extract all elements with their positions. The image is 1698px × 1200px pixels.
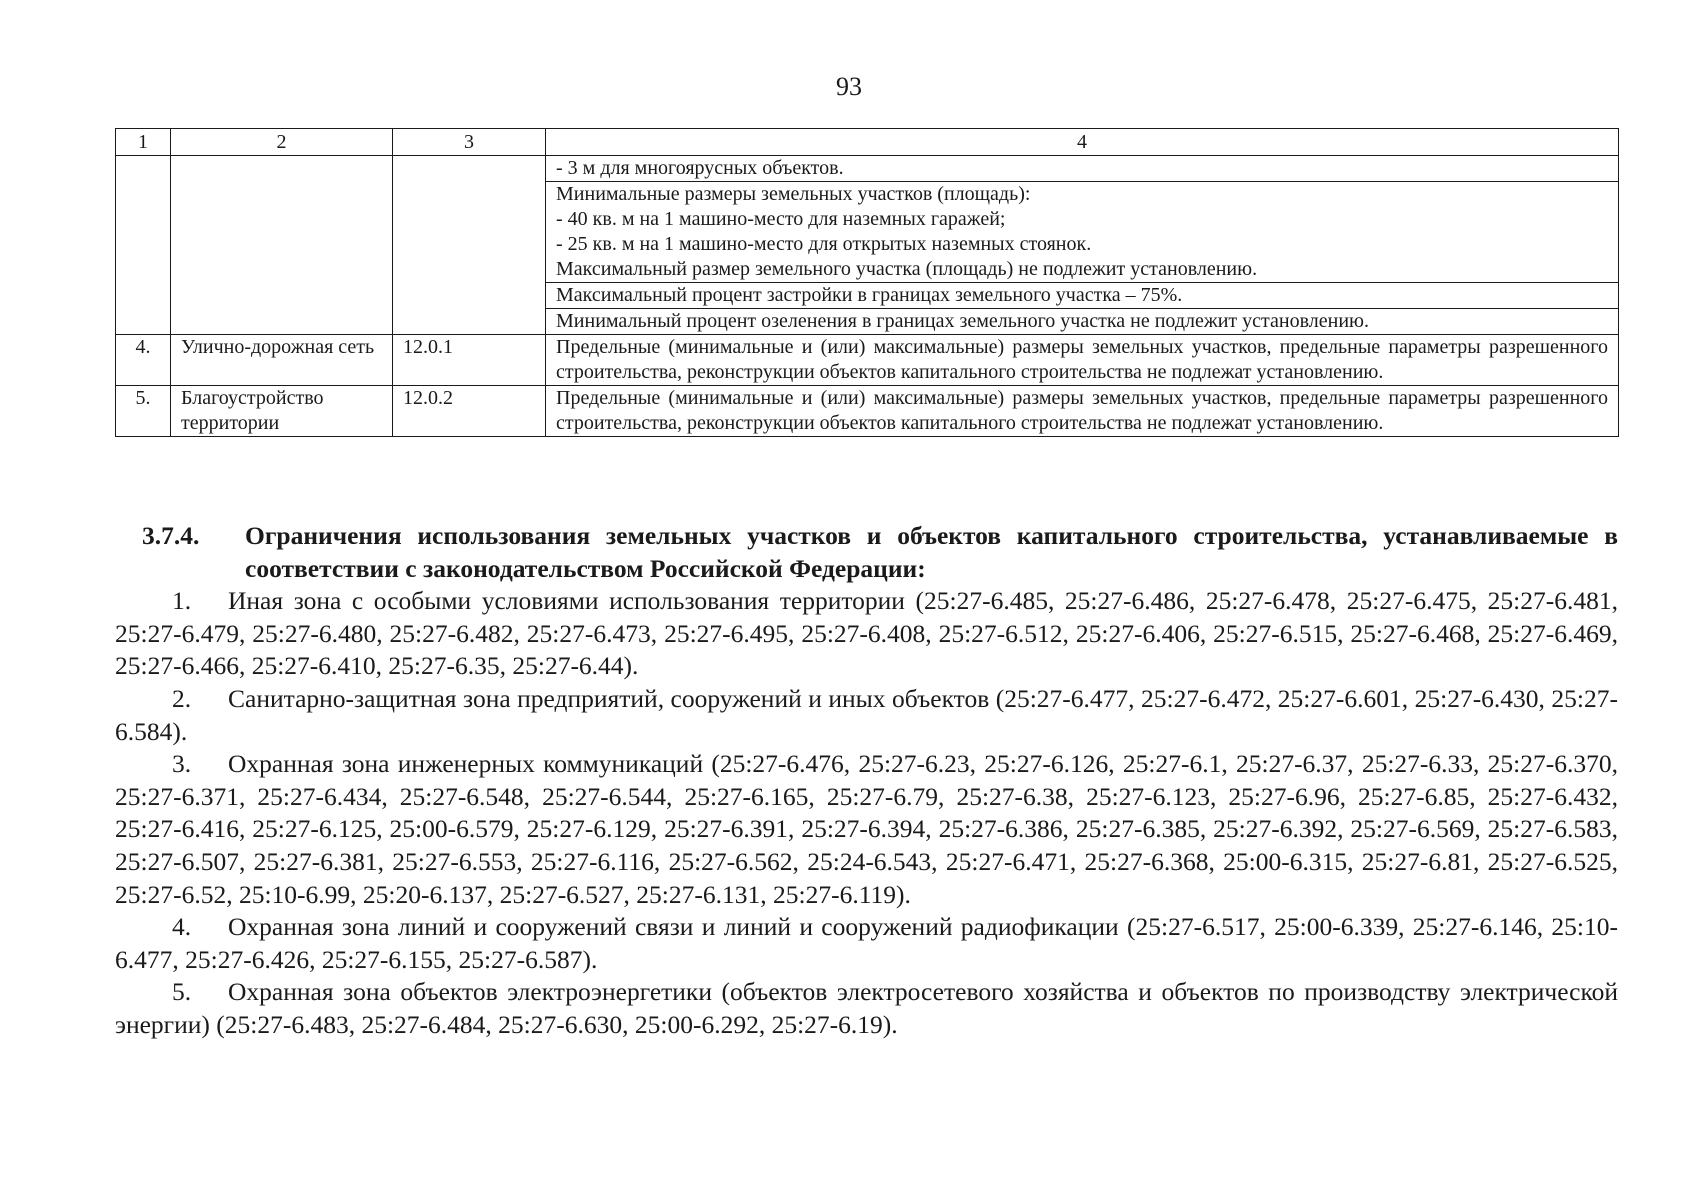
column-header: 2 [171,129,393,156]
item-number: 1. [172,586,192,616]
table-cell [546,283,1619,309]
table-cell [546,156,1619,182]
column-header: 3 [393,129,546,156]
row-number: 4. [116,335,171,386]
item-text: Охранная зона линий и сооружений связи и линий и сооружений радиофикации (25:27-6.517, 25:00-6.339, 25:27-6.146, 25:10-6.477, 25:27-6.426, 25:27-6.155, 25:27-6.587). [115,912,1618,974]
table-row [116,386,1619,437]
use-parameters: Предельные (минимальные и (или) максимальные) размеры земельных участков, предельные параметры разрешенного строительства, реконструкции объектов капитального строительства не подлежат установлению. [546,335,1619,386]
row-number: 5. [116,386,171,437]
cell-text: - 40 кв. м на 1 машино-место для наземных гаражей; [556,208,1006,230]
item-number: 3. [172,749,192,779]
list-item [115,976,1618,1041]
item-number: 5. [172,977,192,1007]
use-name: Благоустройство территории [171,386,393,437]
item-number: 2. [172,683,192,713]
item-text: Охранная зона инженерных коммуникаций (25:27-6.476, 25:27-6.23, 25:27-6.126, 25:27-6.1, 25:27-6.37, 25:27-6.33, 25:27-6.370, 25:27-6.371, 25:27-6.434, 25:27-6.548, 25:27-6.544, 25:27-6.165, 25:27-6.79, 25:27-6.38, 25:27-6.123, 25:27-6.96, 25:27-6.85, 25:27-6.432, 25:27-6.416, 25:27-6.125, 25:00-6.579, 25:27-6.129, 25:27-6.391, 25:27-6.394, 25:27-6.386, 25:27-6.385, 25:27-6.392, 25:27-6.569, 25:27-6.583, 25:27-6.507, 25:27-6.381, 25:27-6.553, 25:27-6.116, 25:27-6.562, 25:24-6.543, 25:27-6.471, 25:27-6.368, 25:00-6.315, 25:27-6.81, 25:27-6.525, 25:27-6.52, 25:10-6.99, 25:20-6.137, 25:27-6.527, 25:27-6.131, 25:27-6.119). [115,749,1618,909]
table-row [116,156,1619,182]
section-number: 3.7.4. [142,521,200,550]
section-heading [115,520,1618,585]
item-text: Охранная зона объектов электроэнергетики (объектов электросетевого хозяйства и объектов по производству электрической энергии) (25:27-6.483, 25:27-6.484, 25:27-6.630, 25:00-6.292, 25:27-6.19). [115,977,1618,1039]
list-item [115,748,1618,911]
use-name: Улично-дорожная сеть [171,335,393,386]
table-cell [546,182,1619,283]
table-cell-empty [116,156,171,335]
cell-text: Минимальные размеры земельных участков (площадь): [556,183,1031,205]
list-item [115,911,1618,976]
parameters-table [115,128,1619,437]
page-number: 93 [836,72,862,101]
list-item [115,585,1618,683]
list-item [115,683,1618,748]
cell-text: Минимальный процент озеленения в границах земельного участка не подлежит установлению. [556,310,1369,332]
column-header: 4 [546,129,1619,156]
restrictions-section [115,520,1618,1042]
table-cell-empty [171,156,393,335]
use-parameters: Предельные (минимальные и (или) максимальные) размеры земельных участков, предельные параметры разрешенного строительства, реконструкции объектов капитального строительства не подлежат установлению. [546,386,1619,437]
table-header-row [116,129,1619,156]
table-row [116,335,1619,386]
column-header: 1 [116,129,171,156]
use-code: 12.0.1 [393,335,546,386]
cell-text: - 25 кв. м на 1 машино-место для открытых наземных стоянок. [556,233,1092,255]
use-code: 12.0.2 [393,386,546,437]
table-cell [546,309,1619,335]
cell-text: Максимальный размер земельного участка (площадь) не подлежит установлению. [556,258,1258,280]
cell-text: - 3 м для многоярусных объектов. [556,157,844,179]
item-text: Санитарно-защитная зона предприятий, сооружений и иных объектов (25:27-6.477, 25:27-6.472, 25:27-6.601, 25:27-6.430, 25:27-6.584). [115,683,1618,746]
cell-text: Максимальный процент застройки в границах земельного участка – 75%. [556,284,1183,306]
section-title: Ограничения использования земельных участков и объектов капитального строительства, устанавливаемые в соответствии с законодательством Российской Федерации: [245,521,1618,583]
item-number: 4. [172,912,192,942]
table-cell-empty [393,156,546,335]
item-text: Иная зона с особыми условиями использования территории (25:27-6.485, 25:27-6.486, 25:27-6.478, 25:27-6.475, 25:27-6.481, 25:27-6.479, 25:27-6.480, 25:27-6.482, 25:27-6.473, 25:27-6.495, 25:27-6.408, 25:27-6.512, 25:27-6.406, 25:27-6.515, 25:27-6.468, 25:27-6.469, 25:27-6.466, 25:27-6.410, 25:27-6.35, 25:27-6.44). [115,586,1618,681]
